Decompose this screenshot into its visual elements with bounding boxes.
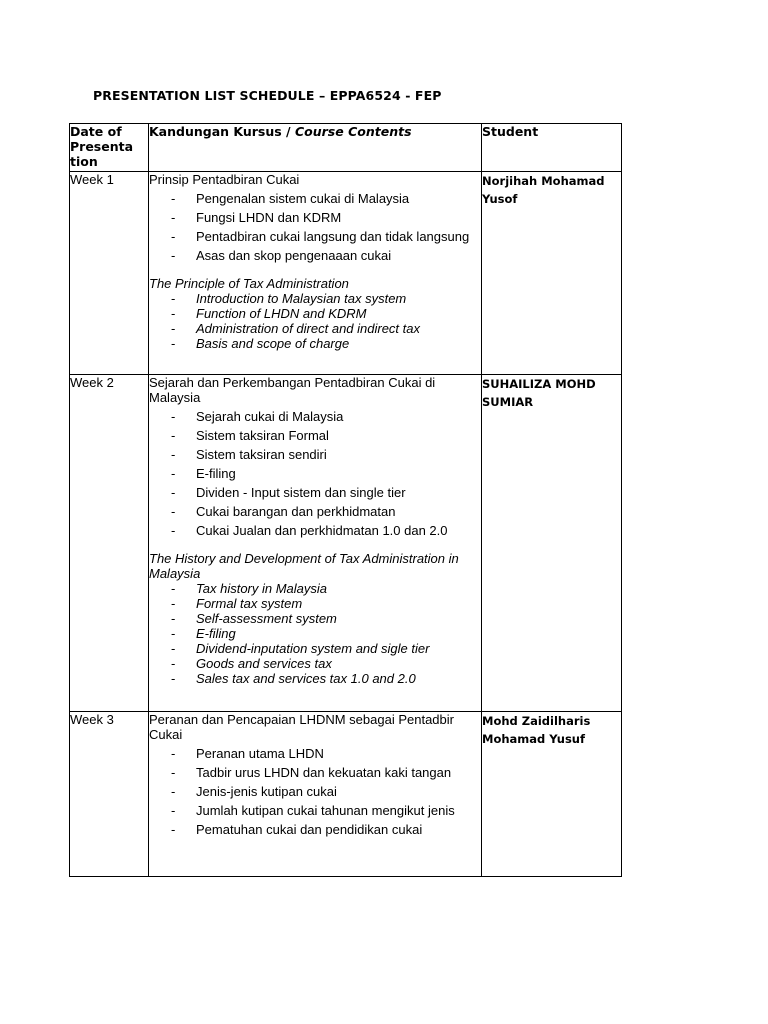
list-item: - Pengenalan sistem cukai di Malaysia [149,191,481,206]
table-row [70,712,622,877]
list-item: - E-filing [149,626,481,641]
course-content-cell [149,712,482,877]
topic-list-ms [149,191,481,263]
topic-list-en [149,291,481,351]
list-item: - Formal tax system [149,596,481,611]
list-item: - Pentadbiran cukai langsung dan tidak langsung [149,229,481,244]
student-cell: Norjihah Mohamad Yusof [482,172,622,375]
list-item: - Peranan utama LHDN [149,746,481,761]
list-item: - Tadbir urus LHDN dan kekuatan kaki tangan [149,765,481,780]
table-row [70,172,622,375]
topic-title-ms: Prinsip Pentadbiran Cukai [149,172,300,187]
list-item: - Dividen - Input sistem dan single tier [149,485,481,500]
list-item: - Administration of direct and indirect tax [149,321,481,336]
list-item: - Cukai barangan dan perkhidmatan [149,504,481,519]
student-cell: Mohd Zaidilharis Mohamad Yusuf [482,712,622,877]
list-item: - Jumlah kutipan cukai tahunan mengikut jenis [149,803,481,818]
week-cell: Week 1 [70,172,149,375]
header-contents-ms: Kandungan Kursus / [149,124,295,139]
topic-list-ms [149,409,481,538]
header-student-label: Student [482,124,539,139]
topic-title-ms: Peranan dan Pencapaian LHDNM sebagai Pentadbir Cukai [149,712,454,742]
week-cell: Week 2 [70,375,149,712]
header-contents [149,124,482,172]
header-date [70,124,149,172]
list-item: - Tax history in Malaysia [149,581,481,596]
header-contents-en: Course Contents [294,124,412,139]
course-content-cell [149,375,482,712]
schedule-table [69,123,622,877]
header-row [70,124,622,172]
list-item: - Sales tax and services tax 1.0 and 2.0 [149,671,481,686]
header-date-label: Date of Presenta tion [70,124,134,169]
list-item: - Fungsi LHDN dan KDRM [149,210,481,225]
course-content-cell [149,172,482,375]
header-student [482,124,622,172]
list-item: - E-filing [149,466,481,481]
list-item: - Introduction to Malaysian tax system [149,291,481,306]
list-item: - Dividend-inputation system and sigle tier [149,641,481,656]
table-row [70,375,622,712]
topic-title-en: The Principle of Tax Administration [149,276,349,291]
topic-list-ms [149,746,481,837]
document-title: PRESENTATION LIST SCHEDULE – EPPA6524 - FEP [93,88,442,103]
week-cell: Week 3 [70,712,149,877]
list-item: - Pematuhan cukai dan pendidikan cukai [149,822,481,837]
list-item: - Sistem taksiran Formal [149,428,481,443]
list-item: - Basis and scope of charge [149,336,481,351]
list-item: - Function of LHDN and KDRM [149,306,481,321]
list-item: - Goods and services tax [149,656,481,671]
list-item: - Jenis-jenis kutipan cukai [149,784,481,799]
student-cell: SUHAILIZA MOHD SUMIAR [482,375,622,712]
list-item: - Self-assessment system [149,611,481,626]
list-item: - Sejarah cukai di Malaysia [149,409,481,424]
list-item: - Sistem taksiran sendiri [149,447,481,462]
topic-title-en: The History and Development of Tax Administration in Malaysia [149,551,459,581]
topic-title-ms: Sejarah dan Perkembangan Pentadbiran Cukai di Malaysia [149,375,436,405]
list-item: - Asas dan skop pengenaaan cukai [149,248,481,263]
topic-list-en [149,581,481,686]
list-item: - Cukai Jualan dan perkhidmatan 1.0 dan 2.0 [149,523,481,538]
